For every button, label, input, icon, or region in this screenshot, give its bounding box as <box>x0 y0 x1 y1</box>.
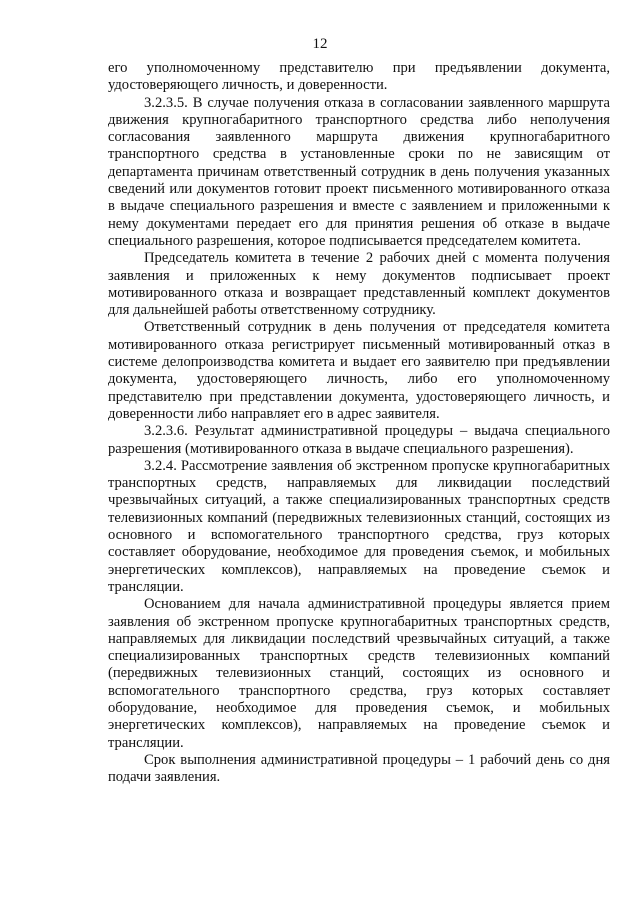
paragraph-continuation: его уполномоченному представителю при предъявлении документа, удостоверяющего личность, и доверенности. <box>108 60 610 94</box>
page-number: 12 <box>312 36 328 52</box>
paragraph-chairman-signing: Председатель комитета в течение 2 рабочих дней с момента получения заявления и приложенных к нему документов подписывает проект мотивированного отказа и возвращает представленный комплект документов для дальнейшей работы ответственному сотруднику. <box>108 250 610 319</box>
paragraph-3-2-4: 3.2.4. Рассмотрение заявления об экстренном пропуске крупногабаритных транспортных средств, направляемых для ликвидации последствий чрезвычайных ситуаций, а также специализированных транспортных средств телевизионных компаний (передвижных телевизионных станций, состоящих из основного и вспомогательного транспортного средства, груз которых составляет оборудование, необходимое для проведения съемок, и мобильных энергетических комплексов), направляемых на проведение съемок и трансляции. <box>108 457 610 595</box>
paragraph-basis-for-procedure: Основанием для начала административной процедуры является прием заявления об экстренном пропуске крупногабаритных транспортных средств, направляемых для ликвидации последствий чрезвычайных ситуаций, а также специализированных транспортных средств телевизионных компаний (передвижных телевизионных станций, состоящих из основного и вспомогательного транспортного средства, груз которых составляет оборудование, необходимое для проведения съемок, и мобильных энергетических комплексов), направляемых на проведение съемок и трансляции. <box>108 596 610 751</box>
paragraph-procedure-deadline: Срок выполнения административной процедуры – 1 рабочий день со дня подачи заявления. <box>108 751 610 786</box>
document-body <box>108 60 610 786</box>
paragraph-3-2-3-6: 3.2.3.6. Результат административной процедуры – выдача специального разрешения (мотивированного отказа в выдаче специального разрешения). <box>108 423 610 457</box>
paragraph-responsible-employee: Ответственный сотрудник в день получения от председателя комитета мотивированного отказа регистрирует письменный мотивированный отказ в системе делопроизводства комитета и выдает его заявителю при предъявлении документа, удостоверяющего личность, либо его уполномоченному представителю при представлении документа, удостоверяющего личность, и доверенности либо направляет его в адрес заявителя. <box>108 319 610 422</box>
paragraph-3-2-3-5: 3.2.3.5. В случае получения отказа в согласовании заявленного маршрута движения крупногабаритного транспортного средства либо неполучения согласования заявленного маршрута движения крупногабаритного транспортного средства в установленные сроки по не зависящим от департамента причинам ответственный сотрудник в день получения указанных сведений или документов готовит проект письменного мотивированного отказа в выдаче специального разрешения и вместе с заявлением и приложенными к нему документами передает его для принятия решения об отказе в выдаче специального разрешения, которое подписывается председателем комитета. <box>108 94 610 249</box>
